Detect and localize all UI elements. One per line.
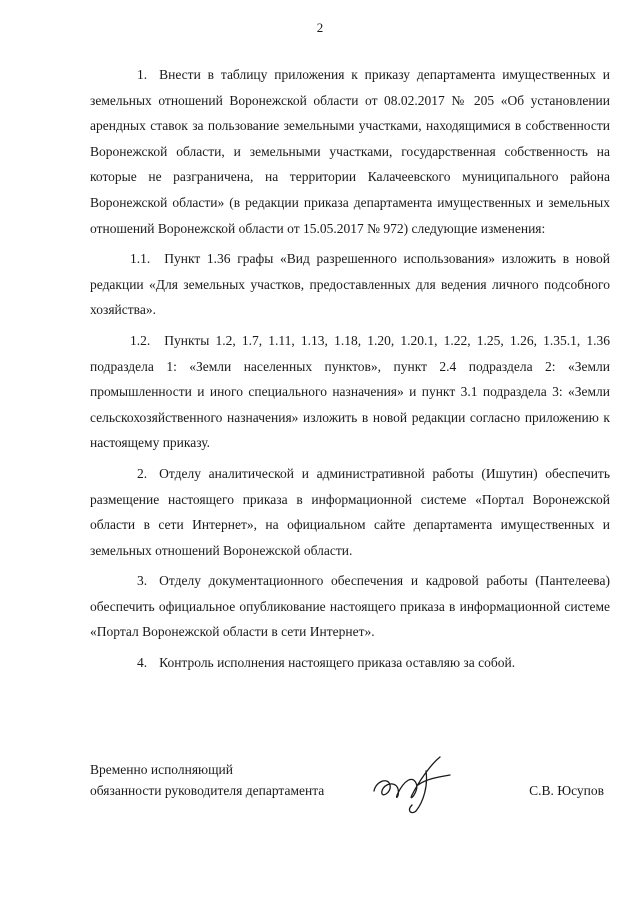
paragraph-1-2	[90, 328, 610, 456]
paragraph-number: 4.	[137, 655, 148, 671]
paragraph-2	[90, 461, 610, 563]
paragraph-text: Пункт 1.36 графы «Вид разрешенного использования» изложить в новой редакции «Для земельных участков, предоставленных для ведения личного подсобного хозяйства».	[90, 251, 610, 318]
paragraph-1-1	[90, 246, 610, 323]
signatory-position-line-2: обязанности руководителя департамента	[90, 783, 325, 798]
order-body	[90, 62, 610, 681]
signatory-position-line-1: Временно исполняющий	[90, 762, 233, 777]
paragraph-number: 1.	[137, 67, 148, 82]
signature-block	[90, 759, 610, 801]
paragraph-number: 1.1.	[130, 251, 151, 267]
paragraph-text: Внести в таблицу приложения к приказу департамента имущественных и земельных отношений Воронежской области от 08.02.2017 № 205 «Об установлении арендных ставок за пользование земельными участками, находящимися в собственности Воронежской области, и земельными участками, государственная собственность на которые не разграничена, на территории Калачеевского муниципального района Воронежской области» (в редакции приказа департамента имущественных и земельных отношений Воронежской области от 15.05.2017 № 972) следующие изменения:	[90, 67, 610, 236]
page-number: 2	[316, 20, 324, 35]
paragraph-number: 3.	[137, 573, 148, 589]
signatory-name: С.В. Юсупов	[529, 783, 604, 798]
paragraph-text: Пункты 1.2, 1.7, 1.11, 1.13, 1.18, 1.20, 1.20.1, 1.22, 1.25, 1.26, 1.35.1, 1.36 подраздела 1: «Земли населенных пунктов», пункт 2.4 подраздела 2: «Земли промышленности и иного специального назначения» и пункт 3.1 подраздела 3: «Земли сельскохозяйственного назначения» изложить в новой редакции согласно приложению к настоящему приказу.	[90, 332, 610, 451]
paragraph-number: 1.2.	[130, 332, 151, 348]
paragraph-3	[90, 568, 610, 645]
paragraph-text: Контроль исполнения настоящего приказа оставляю за собой.	[159, 655, 516, 671]
paragraph-text: Отделу документационного обеспечения и кадровой работы (Пантелеева) обеспечить официальное опубликование настоящего приказа в информационной системе «Портал Воронежской области в сети Интернет».	[90, 573, 610, 640]
paragraph-text: Отделу аналитической и административной работы (Ишутин) обеспечить размещение настоящего приказа в информационной системе «Портал Воронежской области в сети Интернет», на официальном сайте департамента имущественных и земельных отношений Воронежской области.	[90, 465, 610, 558]
paragraph-1	[90, 62, 610, 241]
paragraph-number: 2.	[137, 465, 148, 481]
paragraph-4	[90, 650, 610, 676]
handwritten-signature	[368, 751, 460, 815]
signatory-position	[90, 759, 390, 801]
